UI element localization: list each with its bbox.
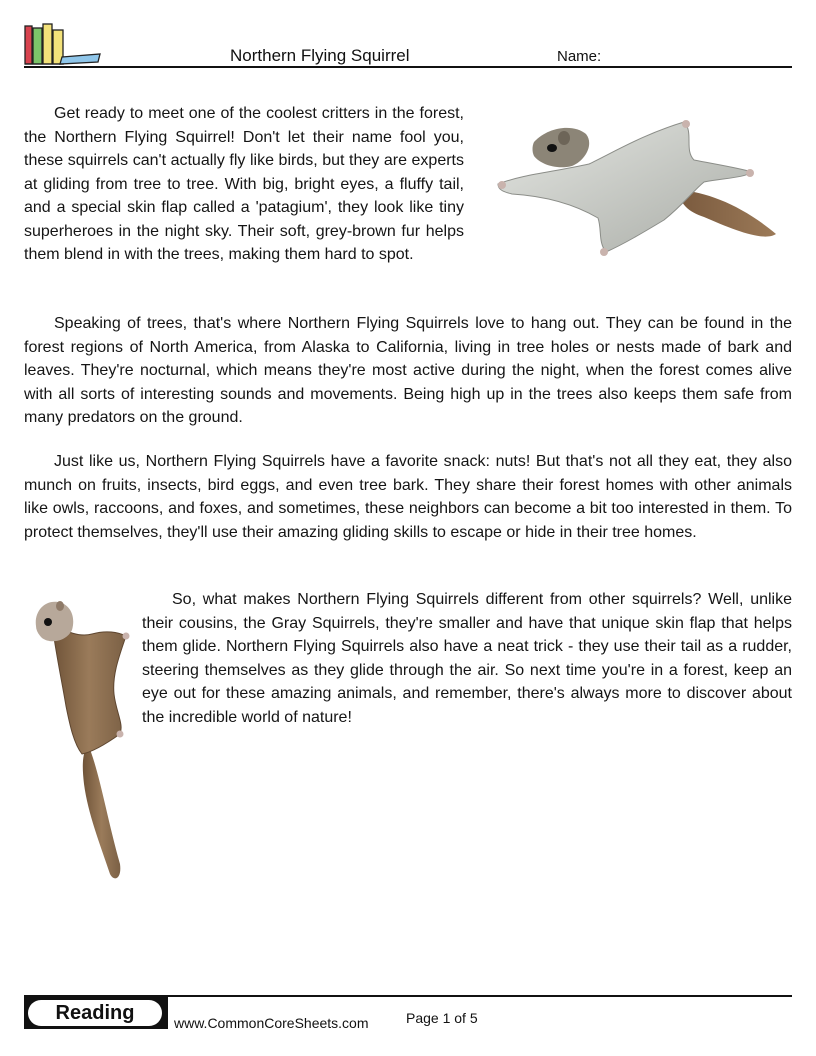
subject-badge [24, 997, 168, 1029]
header-divider [24, 66, 792, 68]
climbing-squirrel-image [30, 594, 134, 886]
paragraph-habitat: Speaking of trees, that's where Northern Flying Squirrels love to hang out. They can be found in the forest regions of North America, from Alaska to California, living in tree holes or nests made of bark and leaves. They're nocturnal, which means they're most active during the night, when the forest comes alive with all sorts of interesting sounds and movements. Being high up in the trees also keeps them safe from many predators on the ground. [24, 315, 792, 426]
paragraph-diet: Just like us, Northern Flying Squirrels have a favorite snack: nuts! But that's not all they eat, they also munch on fruits, insects, bird eggs, and even tree bark. They share their forest homes with other animals like owls, raccoons, and foxes, and sometimes, these neighbors can become a bit too interested in them. To protect themselves, they'll use their amazing gliding skills to escape or hide in their tree homes. [24, 453, 792, 541]
page-title: Northern Flying Squirrel [230, 46, 410, 65]
site-url: www.CommonCoreSheets.com [174, 1015, 369, 1031]
paragraph-intro: Get ready to meet one of the coolest critters in the forest, the Northern Flying Squirrel! Don't let their name fool you, these squirrels can't actually fly like birds, but they are experts at gliding from tree to tree. With big, bright eyes, a fluffy tail, and a special skin flap called a 'patagium', they look like tiny superheroes in the night sky. Their soft, grey-brown fur helps them blend in with the trees, making them hard to spot. [24, 105, 464, 263]
worksheet-footer [24, 995, 792, 1035]
subject-badge-label: Reading [28, 1000, 162, 1026]
page-number: Page 1 of 5 [406, 1010, 478, 1026]
books-logo-icon [24, 22, 104, 66]
paragraph-differences: So, what makes Northern Flying Squirrels different from other squirrels? Well, unlike their cousins, the Gray Squirrels, they're smaller and have that unique skin flap that helps them glide. Northern Flying Squirrels also have a neat trick - they use their tail as a rudder, steering themselves as they glide through the air. So next time you're in a forest, keep an eye out for these amazing animals, and remember, there's always more to discover about the incredible world of nature! [142, 591, 792, 726]
name-label: Name: [557, 48, 602, 65]
worksheet-header [24, 22, 792, 68]
gliding-squirrel-image [494, 112, 784, 262]
